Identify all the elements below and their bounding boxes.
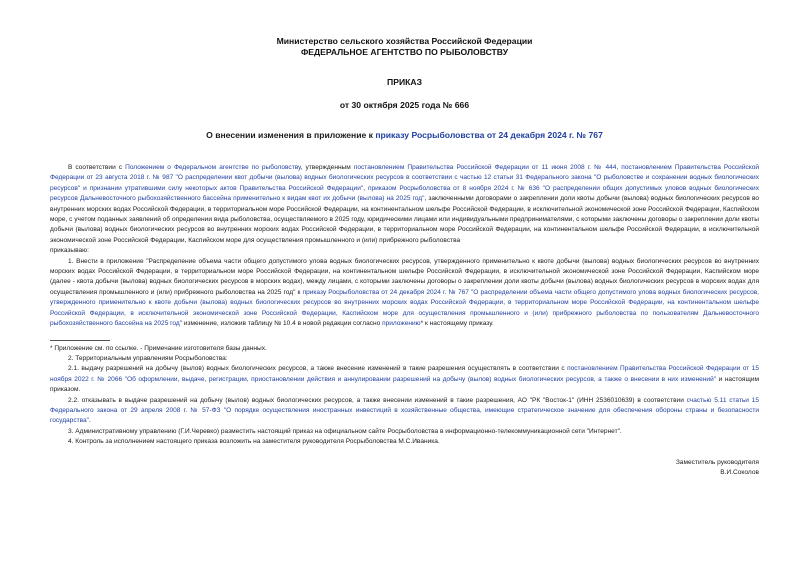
doc-title-link[interactable]: приказу Росрыболовства от 24 декабря 2024 г. № 767 [375, 130, 603, 140]
preamble-text-3: , [616, 164, 622, 171]
preamble-text-1: В соответствии с [68, 164, 126, 171]
item-2-2 [50, 396, 759, 427]
document-body [50, 163, 759, 448]
item-2-2-text-2: . [88, 417, 91, 425]
item-3: 3. Административному управлению (Г.И.Черевко) разместить настоящий приказ на официальном сайте Росрыболовства в информационно-телекоммуникационной сети "Интернет". [68, 427, 622, 435]
item-2-1-text-1: 2.1. выдачу разрешений на добычу (вылов) водных биологических ресурсов, а также внесение изменений в такие разрешения осуществлять в соответствии с [68, 365, 568, 373]
signature-name: В.И.Соколов [720, 468, 759, 476]
item-2-1-link[interactable]: постановлением Правительства Российской Федерации от 15 ноября 2022 г. № 2066 "Об оформлении, выдаче, регистрации, приостановлении действия и аннулировании разрешений на добычу (вылов) водных биологических ресурсов, а также о внесении в них изменений" [50, 365, 760, 383]
item-2-2-text-1: 2.2. отказывать в выдаче разрешений на добычу (вылов) водных биологических ресурсов, а также внесении изменений в такие разрешения, АО "РК "Восток-1" (ИНН 2536010639) в соответствии [68, 396, 687, 404]
agency-name: ФЕДЕРАЛЬНОЕ АГЕНТСТВО ПО РЫБОЛОВСТВУ [300, 47, 509, 57]
preamble-text-5: , заключенными договорами о закреплении доли квоты добычи (вылова) водных биологических ресурсов во внутренних морских водах Российской Федерации, в территориальном море Российской Федерации, на континентальном шельфе Российской Федерации, в исключительной экономической зоне Российской Федерации, Каспийском море, с учетом поданных заявлений об определении вида рыболовства, осуществляемого в 2025 году, юридическими лицами или индивидуальными предпринимателями, с которыми заключены договоры о закреплении доли квоты добычи (вылова) водных биологических ресурсов во внутренних морских водах Российской Федерации, в территориальном море Российской Федерации, на континентальном шельфе Российской Федерации, в исключительной экономической зоне Российской Федерации, Каспийском море для осуществления промышленного и (или) прибрежного рыболовства [50, 195, 760, 244]
item-2-2-link[interactable]: счастью 5.11 статьи 15 Федерального закона от 29 апреля 2008 г. № 57-ФЗ "О порядке осуществления иностранных инвестиций в хозяйственные общества, имеющие стратегическое значение для обеспечения обороны страны и безопасности государства" [50, 396, 759, 425]
ministry-name: Министерство сельского хозяйства Российской Федерации [276, 36, 533, 46]
preamble-text-4: , [363, 184, 368, 192]
doc-title-text: О внесении изменения в приложение к [206, 130, 376, 140]
preamble-link-1[interactable]: Положением о Федеральном агентстве по рыболовству [125, 164, 301, 171]
signature-role: Заместитель руководителя [675, 458, 759, 466]
item-1-text-2: изменение, изложив таблицу № 10.4 в новой редакции согласно [182, 320, 383, 328]
item-4: 4. Контроль за исполнением настоящего приказа возложить на заместителя руководителя Росрыболовства М.С.Иваника. [68, 438, 440, 446]
preamble-paragraph [50, 163, 759, 246]
footnote-separator [50, 340, 110, 341]
doc-type: ПРИКАЗ [387, 77, 422, 87]
preamble-link-3[interactable]: постановлением Правительства Российской Федерации от 23 августа 2018 г. № 987 "О распределении квот добычи (вылова) водных биологических ресурсов в соответствии с частью 12 статьи 31 Федерального закона "О рыболовстве и сохранении водных биологических ресурсов" и признании утратившими силу некоторых актов Правительства Российской Федерации" [50, 164, 759, 192]
preamble-text-2: , утвержденным [300, 164, 354, 171]
footnote: * Приложение см. по ссылке. - Примечание изготовителя базы данных. [50, 344, 267, 352]
doc-date-number: от 30 октября 2025 года № 666 [339, 100, 470, 110]
item-1-link-1[interactable]: приказу Росрыболовства от 24 декабря 2024 г. № 767 "О распределении объема части общего допустимого улова водных биологических ресурсов, утвержденного применительно к квоте добычи (вылова) водных биологических ресурсов во внутренних морских водах Российской Федерации, в территориальном море Российской Федерации, на континентальном шельфе Российской Федерации, в исключительной экономической зоне Российской Федерации, Каспийском море для осуществления промышленного и (или) прибрежного рыболовства по пользователям Дальневосточного рыбохозяйственного бассейна на 2025 год" [50, 288, 760, 328]
signature-block [50, 458, 759, 479]
item-1-text-3: * к настоящему приказу. [420, 320, 494, 328]
preamble-link-4[interactable]: приказом Росрыболовства от 8 ноября 2024 г. № 636 "О распределении общих допустимых уловов водных биологических ресурсов Дальневосточного рыбохозяйственного бассейна применительно к видам квот их добычи (вылова) на 2025 год" [50, 184, 759, 203]
item-2: 2. Территориальным управлениям Росрыболовства: [68, 354, 228, 362]
item-1-link-appendix[interactable]: приложению [382, 320, 421, 328]
item-2-1-text-2: и настоящим приказом. [50, 375, 760, 394]
preamble-link-2[interactable]: постановлением Правительства Российской Федерации от 11 июня 2008 г. № 444 [353, 164, 617, 171]
item-1-text-1: 1. Внести в приложение "Распределение объема части общего допустимого улова водных биологических ресурсов, утвержденного применительно к квоте добычи (вылова) водных биологических ресурсов во внутренних морских водах Российской Федерации, в территориальном море Российской Федерации, на континентальном шельфе Российской Федерации, в исключительной экономической зоне Российской Федерации, Каспийском море (далее - квота добычи (вылова) водных биологических ресурсов в морских водах), между лицами, с которыми заключены договоры о закреплении доли квоты добычи (вылова) водных биологических ресурсов в морских водах для осуществления промышленного и (или) прибрежного рыболовства на 2025 год" к [50, 257, 759, 296]
order-word: приказываю: [50, 247, 89, 255]
item-2-1 [50, 364, 759, 395]
doc-title [50, 130, 759, 141]
item-1 [50, 257, 759, 330]
